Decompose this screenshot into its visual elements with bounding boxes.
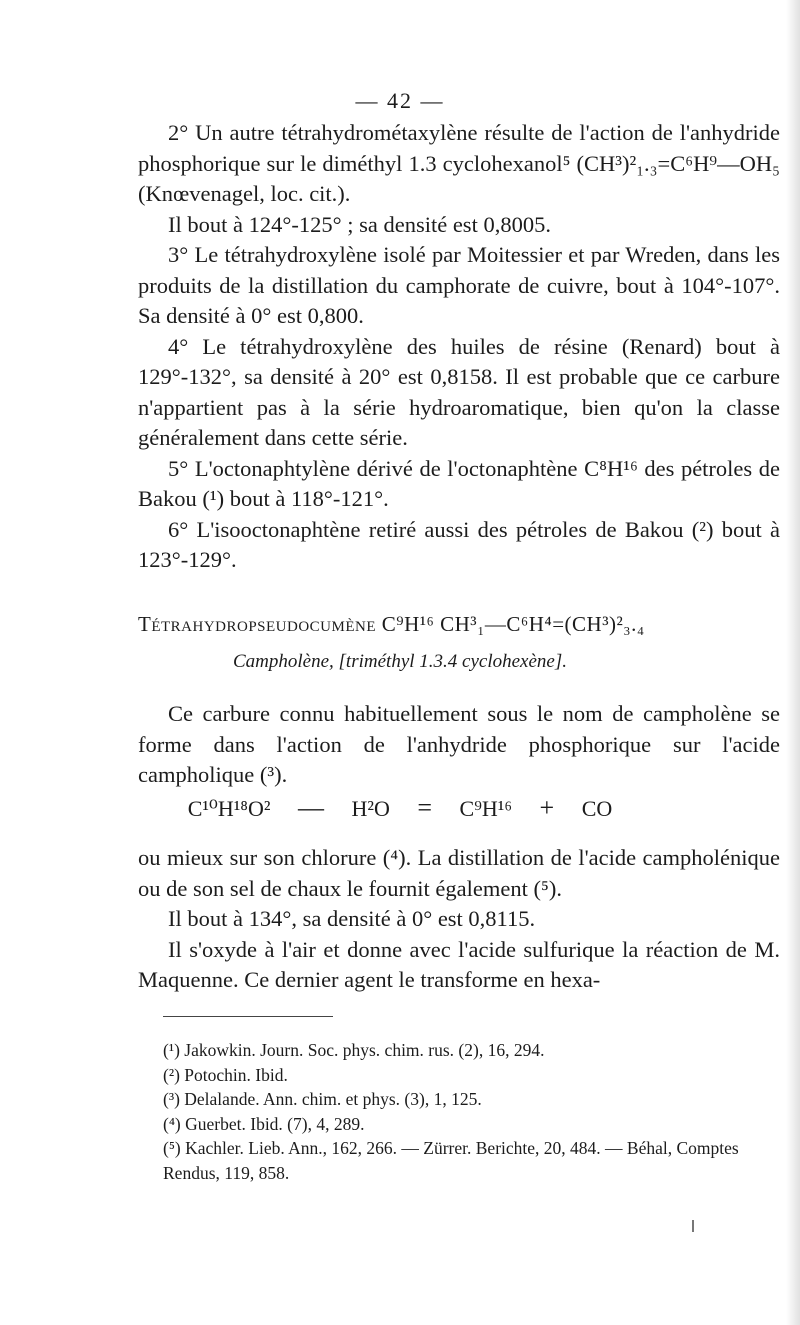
paragraph: Il s'oxyde à l'air et donne avec l'acide sulfurique la réaction de M. Maquenne. Ce dernier agent le transforme en hexa- bbox=[138, 936, 780, 992]
section-title: Tétrahydropseudocumène C⁹H¹⁶ CH³₁—C⁶H⁴=(CH³)²₃.₄ bbox=[138, 612, 645, 636]
section-subtitle: Campholène, [triméthyl 1.3.4 cyclohexène]. bbox=[233, 651, 567, 672]
equation-product: C⁹H¹⁶ bbox=[459, 796, 513, 821]
paragraph: 2° Un autre tétrahydrométaxylène résulte de l'action de l'anhydride phosphorique sur le diméthyl 1.3 cyclohexanol⁵ (CH³)²₁.₃=C⁶H⁹—OH₅ (Knœvenagel, loc. cit.). bbox=[138, 120, 780, 206]
paragraph: 6° L'isooctonaphtène retiré aussi des pétroles de Bakou (²) bout à 123°-129°. bbox=[138, 516, 780, 572]
equation-reactant: C¹⁰H¹⁸O² bbox=[187, 796, 271, 821]
equation-co: CO bbox=[581, 796, 613, 821]
equation-plus: + bbox=[539, 793, 555, 822]
paragraph: 4° Le tétrahydroxylène des huiles de résine (Renard) bout à 129°-132°, sa densité à 20° est 0,8158. Il est probable que ce carbure n'appartient pas à la série hydroaromatique, bien qu'on la classe généralement dans cette série. bbox=[138, 333, 780, 450]
continuation-text-block bbox=[138, 843, 780, 996]
paragraph: 3° Le tétrahydroxylène isolé par Moitessier et par Wreden, dans les produits de la distillation du camphorate de cuivre, bout à 104°-107°. Sa densité à 0° est 0,800. bbox=[138, 242, 780, 328]
footnote: (³) Delalande. Ann. chim. et phys. (3), 1, 125. bbox=[163, 1089, 482, 1109]
footnotes bbox=[138, 1038, 780, 1185]
equation-minus: — bbox=[297, 793, 324, 822]
print-speck bbox=[692, 1220, 694, 1232]
page-number: — 42 — bbox=[355, 88, 445, 113]
paragraph: ou mieux sur son chlorure (⁴). La distillation de l'acide campholénique ou de son sel de chaux le fournit également (⁵). bbox=[138, 845, 780, 901]
equation-equals: = bbox=[417, 793, 433, 822]
section-text-block bbox=[138, 699, 780, 791]
footnote: (¹) Jakowkin. Journ. Soc. phys. chim. rus. (2), 16, 294. bbox=[163, 1040, 545, 1060]
equation-water: H²O bbox=[351, 796, 390, 821]
chemical-equation bbox=[0, 793, 800, 823]
paragraph: Il bout à 124°-125° ; sa densité est 0,8005. bbox=[168, 211, 551, 237]
footnote: (⁴) Guerbet. Ibid. (7), 4, 289. bbox=[163, 1113, 365, 1134]
main-text-block bbox=[138, 118, 780, 576]
paragraph: Il bout à 134°, sa densité à 0° est 0,8115. bbox=[168, 906, 536, 931]
paragraph: 5° L'octonaphtylène dérivé de l'octonaphtène C⁸H¹⁶ des pétroles de Bakou (¹) bout à 118°-121°. bbox=[138, 455, 780, 511]
footnote: (⁵) Kachler. Lieb. Ann., 162, 266. — Zürrer. Berichte, 20, 484. — Béhal, Comptes Rendus, 119, 858. bbox=[163, 1138, 739, 1183]
paragraph: Ce carbure connu habituellement sous le nom de campholène se forme dans l'action de l'anhydride phosphorique sur l'acide campholique (³). bbox=[138, 701, 780, 787]
footnote-divider bbox=[163, 1016, 333, 1017]
footnote: (²) Potochin. Ibid. bbox=[163, 1064, 288, 1085]
